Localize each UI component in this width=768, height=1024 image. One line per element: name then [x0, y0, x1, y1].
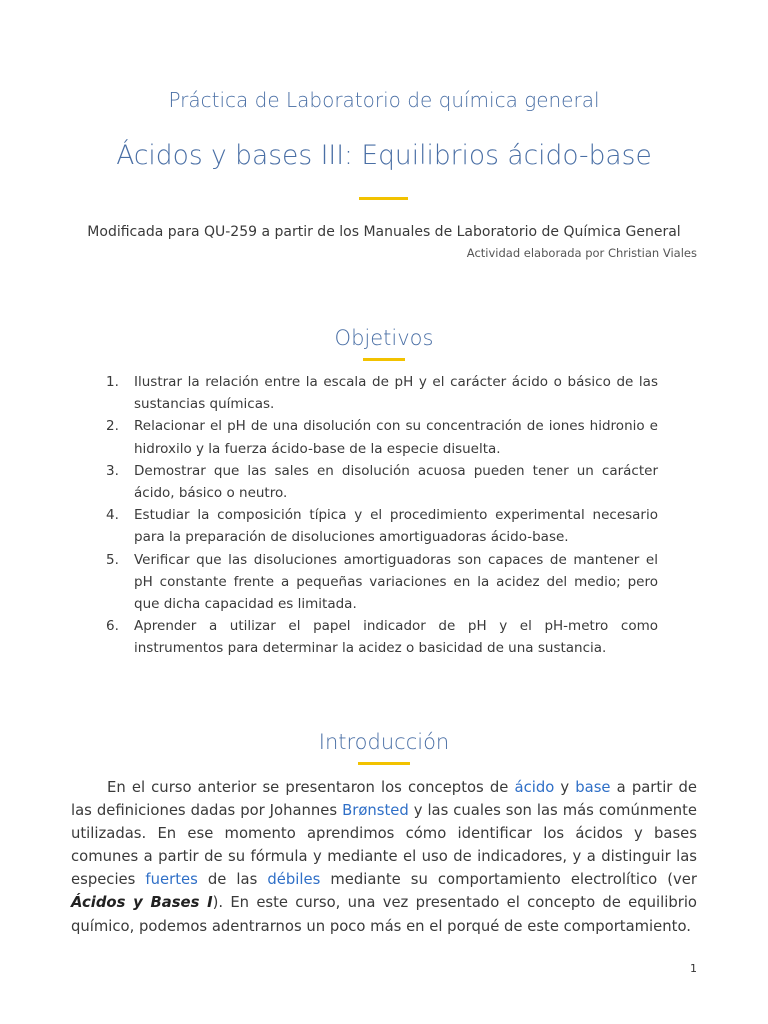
intro-text: a partir de las definiciones dadas por Johannes: [71, 779, 698, 820]
link-base[interactable]: base: [575, 779, 611, 796]
reference-acidos-bases-i: Ácidos y Bases I: [71, 894, 213, 912]
objective-number: 6.: [106, 618, 119, 635]
objective-item: [96, 371, 658, 415]
objective-text: Relacionar el pH de una disolución con su concentración de iones hidronio e hidroxilo y la fuerza ácido-base de la especie disuelta.: [134, 418, 658, 457]
intro-text: mediante su comportamiento electrolítico (ver: [320, 871, 697, 889]
objective-number: 3.: [106, 462, 119, 479]
link-fuertes[interactable]: fuertes: [145, 871, 198, 889]
page-number: 1: [690, 962, 697, 975]
objective-text: Ilustrar la relación entre la escala de pH y el carácter ácido o básico de las sustancias químicas.: [134, 374, 658, 413]
objectives-heading: Objetivos: [334, 326, 434, 350]
title-accent-rule: [359, 197, 408, 200]
link-acido[interactable]: ácido: [514, 779, 555, 796]
link-bronsted[interactable]: Brønsted: [342, 802, 409, 820]
intro-text: y las cuales son las más comúnmente utilizadas. En ese momento aprendimos cómo identificar los ácidos y bases comunes a partir de su fórmula y mediante el uso de indicadores, y a distinguir las especies: [71, 802, 698, 889]
intro-text: En el curso anterior se presentaron los conceptos de: [107, 779, 515, 796]
link-debiles[interactable]: débiles: [267, 871, 321, 889]
intro-text: y: [554, 779, 576, 796]
course-heading: Práctica de Laboratorio de química general: [168, 88, 600, 112]
intro-text: de las: [197, 871, 268, 889]
objective-text: Aprender a utilizar el papel indicador de pH y el pH-metro como instrumentos para determinar la acidez o basicidad de una sustancia.: [134, 618, 658, 657]
objective-item: [96, 549, 658, 616]
objective-text: Verificar que las disoluciones amortiguadoras son capaces de mantener el pH constante frente a pequeñas variaciones en la acidez del medio; pero que dicha capacidad es limitada.: [134, 551, 658, 613]
intro-text: ). En este curso, una vez presentado el concepto de equilibrio químico, podemos adentrarnos un poco más en el porqué de este comportamiento.: [71, 894, 697, 935]
author-credit: Actividad elaborada por Christian Viales: [466, 246, 697, 260]
objective-text: Estudiar la composición típica y el procedimiento experimental necesario para la preparación de disoluciones amortiguadoras ácido-base.: [134, 507, 658, 546]
objectives-accent-rule: [363, 358, 405, 361]
objective-item: [96, 504, 658, 548]
page-title: Ácidos y bases III: Equilibrios ácido-base: [116, 140, 652, 171]
objective-number: 2.: [106, 418, 119, 435]
objective-text: Demostrar que las sales en disolución acuosa pueden tener un carácter ácido, básico o neutro.: [134, 462, 658, 502]
objective-number: 1.: [106, 374, 119, 390]
objective-number: 5.: [106, 551, 119, 568]
objective-item: [96, 415, 658, 459]
modified-note: Modificada para QU-259 a partir de los Manuales de Laboratorio de Química General: [87, 224, 681, 240]
objective-number: 4.: [106, 507, 119, 524]
objective-item: [96, 615, 658, 659]
introduction-paragraph: [71, 776, 697, 938]
introduction-heading: Introducción: [318, 730, 450, 754]
introduction-accent-rule: [358, 762, 410, 765]
objective-item: [96, 460, 658, 504]
objectives-list: [96, 371, 658, 660]
